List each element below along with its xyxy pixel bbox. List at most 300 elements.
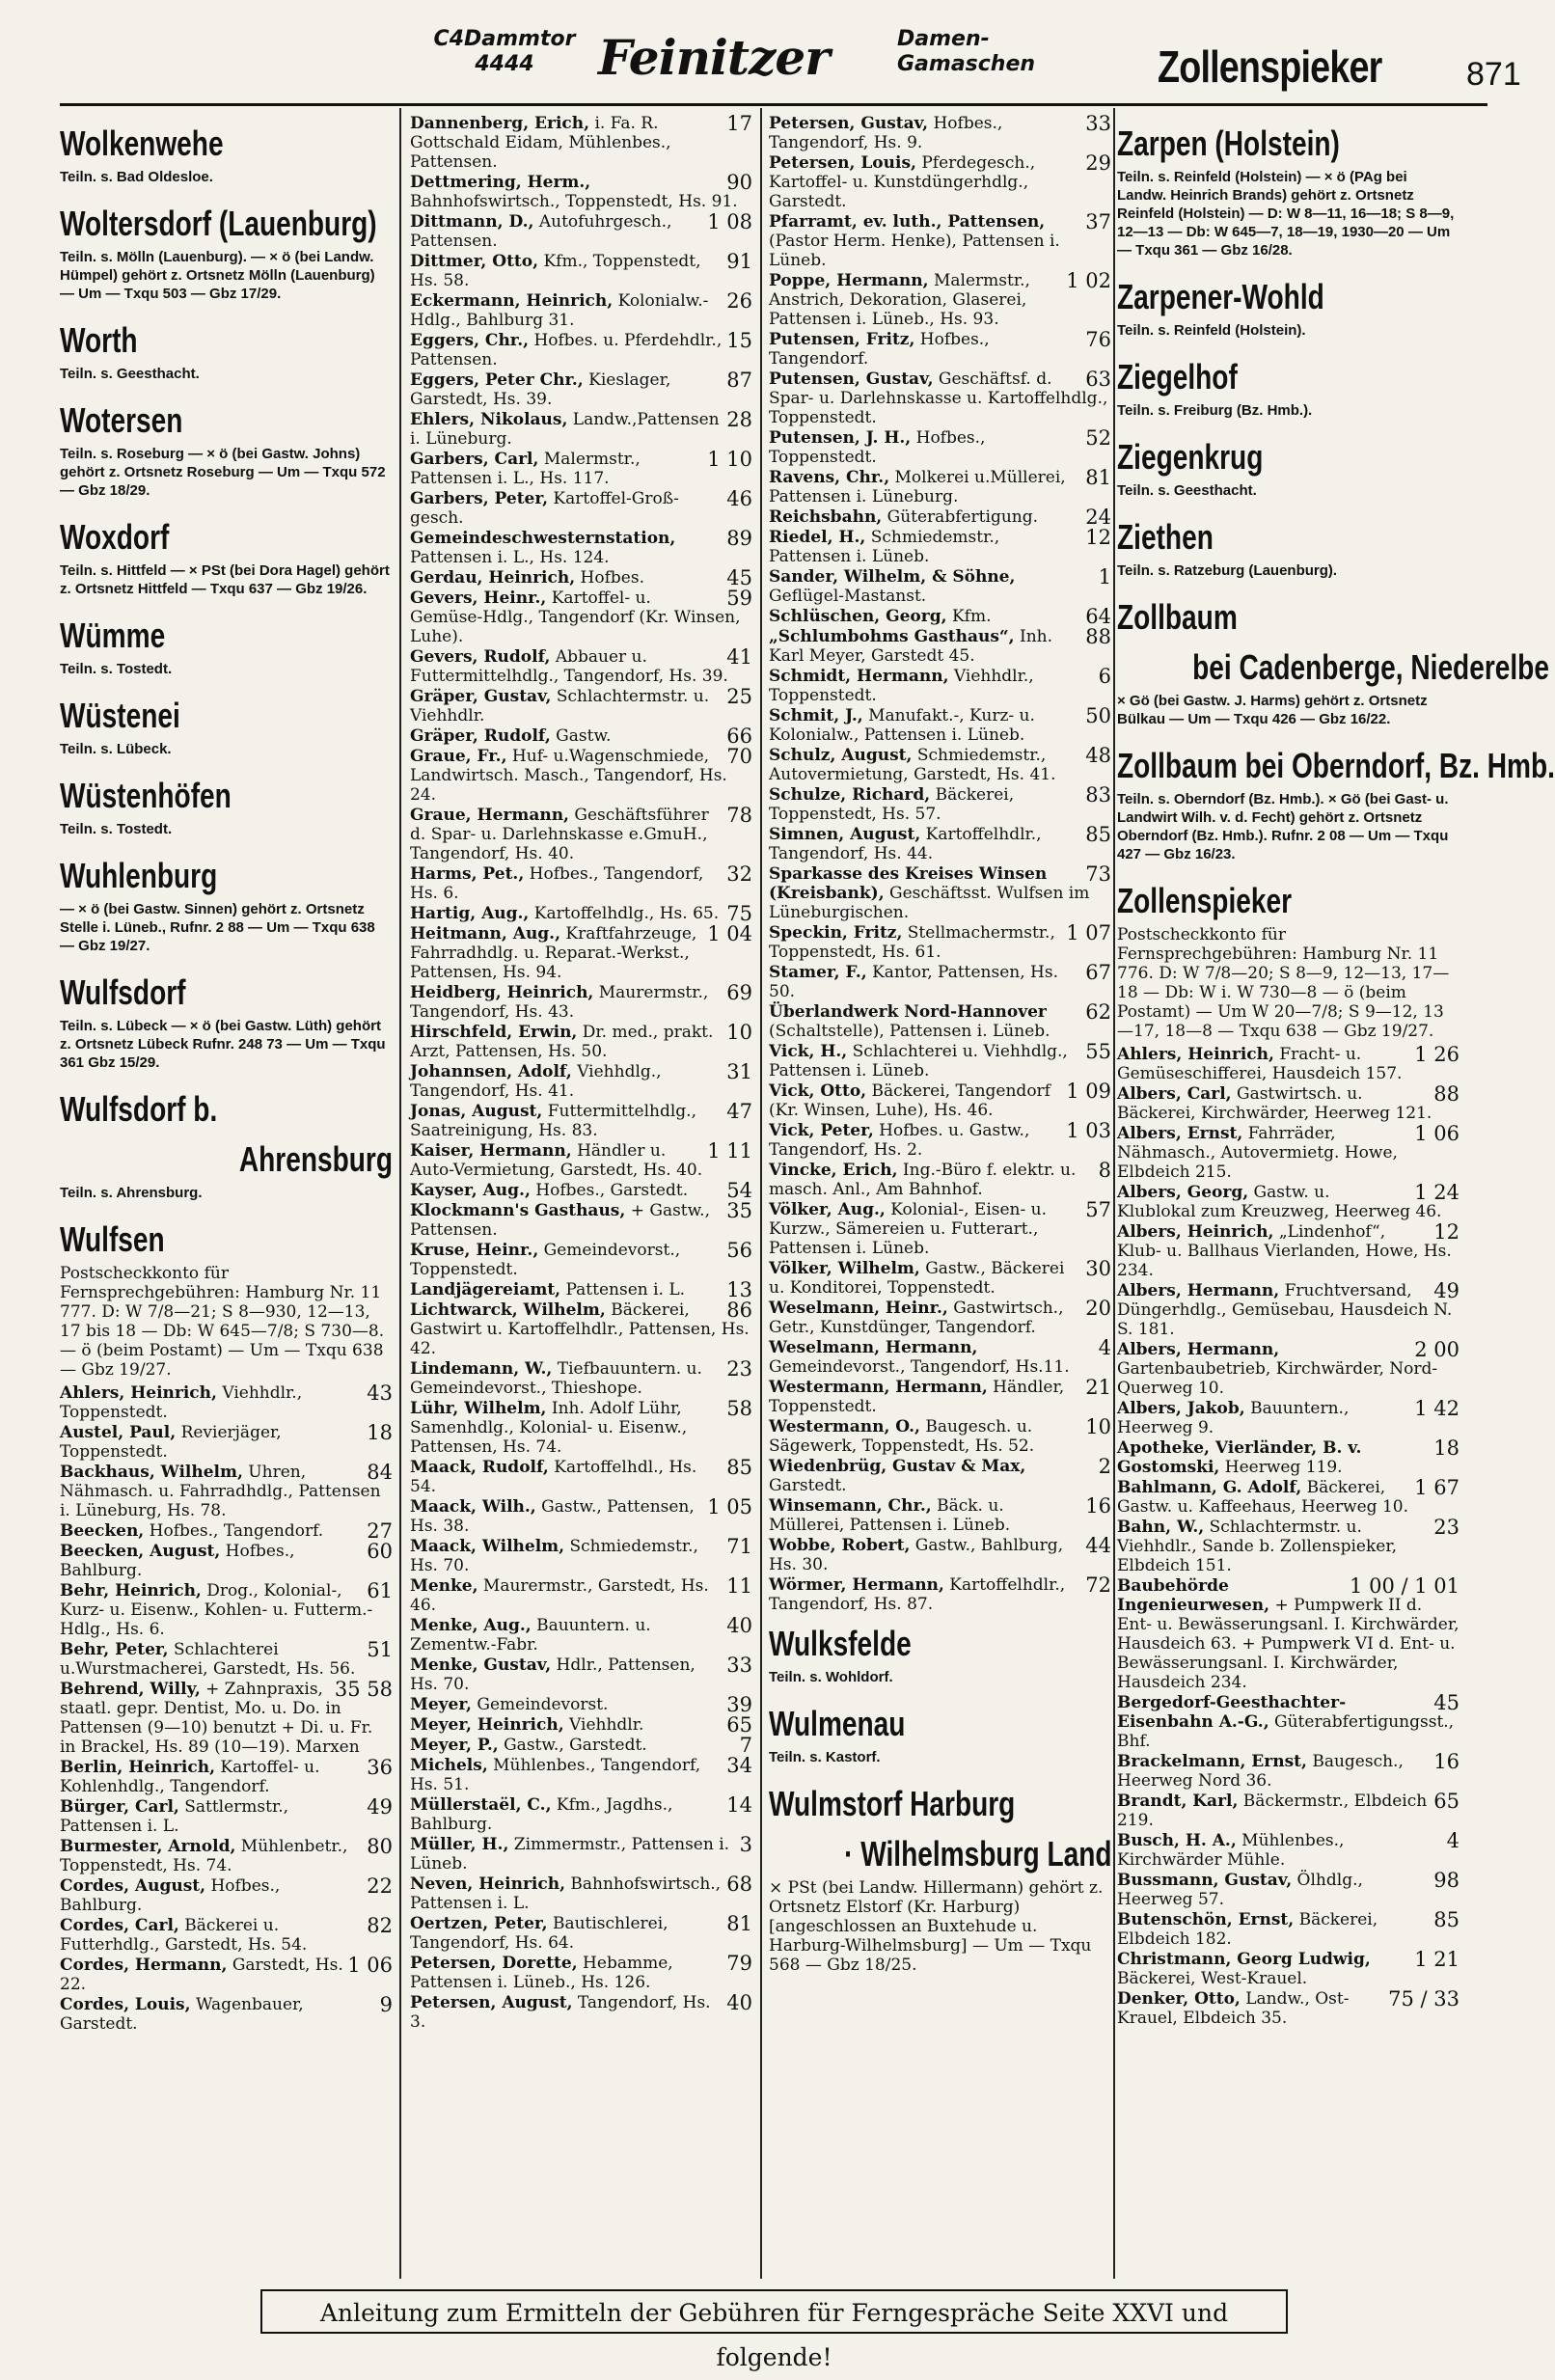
directory-entry (769, 1042, 1111, 1081)
subscriber-details: Hofbes., Toppenstedt. (769, 428, 986, 467)
phone-number: 1 67 (1414, 1476, 1460, 1499)
subscriber-details: Kartoffelhdlr., Tangendorf, Hs. 44. (769, 825, 1042, 863)
subscriber-details: Maurermstr., Tangendorf, Hs. 43. (410, 983, 709, 1022)
subscriber-name: Speckin, Fritz, (769, 923, 903, 943)
place-heading: Wulksfelde (769, 1624, 912, 1663)
directory-entry (769, 330, 1111, 369)
directory-entry (1117, 1871, 1460, 1909)
subscriber-details: Geflügel-Mastanst. (769, 587, 927, 606)
phone-number: 6 (1098, 665, 1111, 688)
subscriber-details: Molkerei u.Müllerei, Pattensen i. Lüneburg. (769, 468, 1066, 506)
directory-entry (60, 1463, 393, 1520)
subscriber-name: Dettmering, Herm., (410, 173, 591, 192)
subscriber-details: + Gastw., Pattensen. (410, 1201, 710, 1240)
phone-number: 9 (379, 1993, 393, 2016)
directory-entry (410, 173, 752, 211)
place-heading: Zollbaum bei Oberndorf, Bz. Hmb. (1117, 746, 1555, 785)
subscriber-name: Cordes, Louis, (60, 1995, 191, 2014)
subscriber-details: Kartoffel- u. Kohlenhdlg., Tangendorf. (60, 1758, 320, 1796)
directory-entry (410, 1993, 752, 2032)
phone-number: 4 (1098, 1336, 1111, 1359)
directory-entry (410, 1795, 752, 1834)
phone-number: 14 (726, 1793, 752, 1817)
place-heading: Wulmstorf Harburg (769, 1784, 1016, 1823)
directory-entry (410, 647, 752, 686)
directory-entry (1117, 1693, 1460, 1751)
directory-entry (769, 864, 1111, 922)
phone-number: 1 24 (1414, 1181, 1460, 1204)
subscriber-details: Gemeindevorst., Tangendorf, Hs.11. (769, 1357, 1070, 1377)
subscriber-name: Kaiser, Hermann, (410, 1141, 572, 1161)
subscriber-name: Albers, Hermann, (1117, 1281, 1280, 1300)
phone-number: 18 (1433, 1436, 1460, 1460)
subscriber-name: Gerdau, Heinrich, (410, 568, 576, 588)
subscriber-details: Viehhdlr., Toppenstedt. (769, 667, 1034, 705)
directory-entry (410, 1736, 752, 1755)
directory-entry (769, 271, 1111, 329)
subscriber-name: Menke, Aug., (410, 1616, 532, 1635)
advert-left-line1: C4Dammtor (433, 27, 576, 51)
subscriber-name: Denker, Otto, (1117, 1989, 1241, 2009)
directory-entry (769, 1536, 1111, 1574)
directory-entry (410, 1458, 752, 1496)
subscriber-name: Schmidt, Hermann, (769, 667, 949, 686)
phone-number: 28 (726, 408, 752, 431)
subscriber-details: Ölhdlg., Heerweg 57. (1117, 1871, 1363, 1909)
subscriber-details: Bäckerei, Elbdeich 182. (1117, 1910, 1378, 1949)
phone-number: 36 (367, 1756, 393, 1779)
subscriber-name: Schulze, Richard, (769, 785, 931, 805)
subscriber-details: Bäckerei, West-Krauel. (1117, 1969, 1308, 1988)
subscriber-name: Brandt, Karl, (1117, 1792, 1239, 1811)
subscriber-name: Schulz, August, (769, 746, 913, 765)
phone-number: 18 (367, 1421, 393, 1444)
directory-entry (1117, 1752, 1460, 1791)
directory-entry (410, 1300, 752, 1358)
phone-number: 17 (726, 112, 752, 135)
subscriber-details: Kartoffelhdl., Hs. 54. (410, 1458, 697, 1496)
subscriber-name: Lichtwarck, Wilhelm, (410, 1300, 606, 1320)
subscriber-name: Busch, H. A., (1117, 1831, 1237, 1850)
directory-entry (1117, 1950, 1460, 1988)
subscriber-details: Heerweg 119. (1219, 1458, 1343, 1477)
subscriber-details: Geschäftsf. d. Spar- u. Darlehnskasse u. Kartoffelhdlg., Toppenstedt. (769, 369, 1108, 427)
subscriber-name: Gevers, Rudolf, (410, 647, 551, 667)
directory-entry (410, 450, 752, 488)
column-2 (410, 114, 752, 2280)
directory-entry (769, 212, 1111, 270)
subscriber-name: Apotheke, Vierländer, B. v. Gostomski, (1117, 1438, 1362, 1477)
place-note: Teiln. s. Hittfeld — × PSt (bei Dora Hagel) gehört z. Ortsnetz Hittfeld — Txqu 637 — Gbz 19/26. (60, 562, 390, 597)
directory-entry (60, 1581, 393, 1639)
phone-number: 1 09 (1066, 1080, 1111, 1103)
subscriber-details: Händler, Toppenstedt. (769, 1378, 1065, 1416)
subscriber-name: Bürger, Carl, (60, 1797, 179, 1817)
subscriber-name: Simnen, August, (769, 825, 921, 844)
subscriber-details: Gastw., Bäckerei u. Konditorei, Toppenstedt. (769, 1259, 1065, 1298)
subscriber-details: Manufakt.-, Kurz- u. Kolonialw., Pattensen i. Lüneb. (769, 706, 1035, 745)
phone-number: 34 (726, 1754, 752, 1777)
place-heading: · Wilhelmsburg Land (844, 1834, 1112, 1874)
place-note: Teiln. s. Ratzeburg (Lauenburg). (1117, 562, 1338, 579)
phone-number: 11 (726, 1574, 752, 1598)
directory-entry (410, 1756, 752, 1794)
phone-number: 83 (1085, 783, 1111, 807)
phone-number: 27 (367, 1519, 393, 1543)
subscriber-details: Dr. med., prakt. Arzt, Pattensen, Hs. 50. (410, 1023, 714, 1061)
phone-number: 32 (726, 862, 752, 886)
directory-entry (769, 428, 1111, 467)
phone-number: 33 (726, 1654, 752, 1677)
subscriber-name: Meyer, P., (410, 1736, 499, 1755)
subscriber-details: Mühlenbetr., Toppenstedt, Hs. 74. (60, 1837, 348, 1875)
subscriber-name: Bahn, W., (1117, 1518, 1205, 1537)
phone-number: 49 (367, 1795, 393, 1819)
phone-number: 80 (367, 1835, 393, 1858)
phone-number: 2 (1098, 1455, 1111, 1478)
phone-number: 7 (739, 1734, 752, 1757)
subscriber-details: Autofuhrgesch., Pattensen. (410, 212, 672, 251)
subscriber-name: Burmester, Arnold, (60, 1837, 236, 1856)
subscriber-name: Wobbe, Robert, (769, 1536, 911, 1555)
subscriber-name: Petersen, August, (410, 1993, 573, 2012)
page-header-title: Zollenspieker (1158, 41, 1382, 92)
directory-entry (410, 1576, 752, 1615)
phone-number: 67 (1085, 961, 1111, 984)
place-note: Teiln. s. Wohldorf. (769, 1669, 893, 1685)
phone-number: 40 (726, 1991, 752, 2014)
directory-entry (60, 1640, 393, 1679)
phone-number: 24 (1085, 506, 1111, 529)
phone-number: 76 (1085, 328, 1111, 351)
subscriber-details: Viehhdlr. (563, 1715, 644, 1735)
subscriber-details: Hofbes., Tangendorf. (144, 1521, 324, 1541)
directory-entry (410, 726, 752, 746)
directory-entry (769, 1200, 1111, 1258)
subscriber-name: Maack, Wilhelm, (410, 1537, 565, 1556)
subscriber-details: Ing.-Büro f. elektr. u. masch. Anl., Am Bahnhof. (769, 1161, 1077, 1199)
subscriber-name: Bussmann, Gustav, (1117, 1871, 1293, 1890)
place-note: — × ö (bei Gastw. Sinnen) gehört z. Ortsnetz Stelle i. Lüneb., Rufnr. 2 88 — Um — Txqu 638 — Gbz 19/27. (60, 901, 375, 954)
phone-number: 48 (1085, 744, 1111, 767)
phone-number: 1 02 (1066, 269, 1111, 292)
directory-entry (410, 1497, 752, 1536)
directory-entry (60, 1837, 393, 1875)
directory-entry (410, 1023, 752, 1061)
phone-number: 51 (367, 1638, 393, 1661)
phone-number: 1 03 (1066, 1119, 1111, 1142)
subscriber-details: Gastwirtsch., Getr., Kunstdünger, Tangendorf. (769, 1299, 1064, 1337)
subscriber-details: Geschäftsst. Wulfsen im Lüneburgischen. (769, 884, 1090, 922)
phone-number: 12 (1433, 1220, 1460, 1244)
subscriber-details: Schlachterei u.Wurstmacherei, Garstedt, Hs. 56. (60, 1640, 356, 1679)
subscriber-name: Poppe, Hermann, (769, 271, 929, 290)
phone-number: 69 (726, 981, 752, 1004)
directory-entry (1117, 1576, 1460, 1692)
subscriber-details: Sattlermstr., Pattensen i. L. (60, 1797, 289, 1836)
place-heading: Ziethen (1117, 517, 1214, 557)
subscriber-name: Brackelmann, Ernst, (1117, 1752, 1307, 1771)
directory-entry (410, 1715, 752, 1735)
subscriber-details: Bäckerei, Toppenstedt, Hs. 57. (769, 785, 1015, 824)
place-note: Teiln. s. Bad Oldesloe. (60, 169, 213, 185)
subscriber-name: Vincke, Erich, (769, 1161, 898, 1180)
directory-entry (410, 1914, 752, 1953)
subscriber-name: Müller, H., (410, 1835, 509, 1854)
place-heading: Wulfsen (60, 1219, 165, 1259)
subscriber-details: Bauuntern. u. Zementw.-Fabr. (410, 1616, 651, 1655)
phone-number: 31 (726, 1060, 752, 1083)
subscriber-details: Fruchtversand, Düngerhdlg., Gemüsebau, Hausdeich N. S. 181. (1117, 1281, 1453, 1339)
subscriber-name: Vick, H., (769, 1042, 848, 1061)
phone-number: 1 21 (1414, 1948, 1460, 1971)
directory-entry (410, 114, 752, 172)
phone-number: 78 (726, 804, 752, 827)
subscriber-name: Heitmann, Aug., (410, 924, 561, 944)
subscriber-details: Kolonial-, Eisen- u. Kurzw., Sämereien u. Futterart., Pattensen i. Lüneb. (769, 1200, 1048, 1258)
phone-number: 71 (726, 1535, 752, 1558)
subscriber-details: Hebamme, Pattensen i. Lüneb., Hs. 126. (410, 1954, 673, 1992)
directory-entry (1117, 1281, 1460, 1339)
directory-entry (60, 1383, 393, 1422)
directory-entry (60, 1758, 393, 1796)
directory-entry (769, 785, 1111, 824)
phone-number: 88 (1433, 1082, 1460, 1106)
header-rule (60, 103, 1487, 106)
subscriber-name: Berlin, Heinrich, (60, 1758, 215, 1777)
phone-number: 64 (1085, 605, 1111, 628)
subscriber-name: Neven, Heinrich, (410, 1874, 565, 1894)
directory-entry (60, 1797, 393, 1836)
subscriber-name: Beecken, August, (60, 1542, 221, 1561)
subscriber-details: Abbauer u. Futtermittelhdlg., Tangendorf, Hs. 39. (410, 647, 728, 686)
subscriber-details: Malermstr., Pattensen i. L., Hs. 117. (410, 450, 641, 488)
subscriber-details: Bäckerei, Gastw. u. Kaffeehaus, Heerweg 10. (1117, 1478, 1408, 1517)
subscriber-details: Kantor, Pattensen, Hs. 50. (769, 963, 1059, 1001)
advert-right-line1: Damen- (897, 27, 990, 51)
directory-entry (410, 1241, 752, 1279)
subscriber-name: Cordes, Carl, (60, 1916, 179, 1935)
subscriber-details: Bäck. u. Müllerei, Pattensen i. Lüneb. (769, 1496, 1011, 1535)
place-heading: bei Cadenberge, Niederelbe (1192, 647, 1549, 687)
subscriber-name: Christmann, Georg Ludwig, (1117, 1950, 1371, 1969)
subscriber-name: Albers, Carl, (1117, 1084, 1232, 1104)
place-note: Teiln. s. Oberndorf (Bz. Hmb.). × Gö (bei Gast- u. Landwirt Wilh. v. d. Fecht) gehört z. Ortsnetz Oberndorf (Bz. Hmb.). Rufnr. 2 08 — Um — Txqu 427 — Gbz 16/23. (1117, 791, 1449, 862)
subscriber-details: Bäckerei u. Futterhdlg., Garstedt, Hs. 54. (60, 1916, 308, 1955)
subscriber-name: Dittmann, D., (410, 212, 534, 232)
directory-entry (1117, 1045, 1460, 1083)
place-heading: Wüstenei (60, 696, 180, 735)
directory-entry (769, 1338, 1111, 1377)
subscriber-name: Hartig, Aug., (410, 904, 530, 923)
phone-number: 3 (739, 1833, 752, 1856)
subscriber-details: Landw., Ost-Krauel, Elbdeich 35. (1117, 1989, 1350, 2028)
subscriber-name: Riedel, H., (769, 528, 866, 547)
subscriber-details: Kraftfahrzeuge, Fahrradhdlg. u. Reparat.-Werkst., Pattensen, Hs. 94. (410, 924, 697, 982)
phone-number: 37 (1085, 210, 1111, 233)
subscriber-details: Zimmermstr., Pattensen i. Lüneb. (410, 1835, 730, 1874)
phone-number: 1 05 (707, 1495, 752, 1518)
directory-entry (410, 806, 752, 863)
subscriber-details: Bäckermstr., Elbdeich 219. (1117, 1792, 1428, 1830)
directory-entry (410, 904, 752, 923)
directory-entry (410, 588, 752, 646)
subscriber-name: Lühr, Wilhelm, (410, 1399, 547, 1418)
subscriber-details: Kfm. (946, 607, 992, 626)
phone-number: 68 (726, 1873, 752, 1896)
phone-number: 4 (1446, 1829, 1460, 1852)
subscriber-details: Uhren, Nähmasch. u. Fahrradhdlg., Pattensen i. Lüneburg, Hs. 78. (60, 1463, 381, 1520)
phone-number: 79 (726, 1952, 752, 1975)
phone-number: 55 (1085, 1040, 1111, 1063)
subscriber-details: Mühlenbes., Tangendorf, Hs. 51. (410, 1756, 701, 1794)
place-heading: Wümme (60, 616, 166, 655)
subscriber-details: + Zahnpraxis, staatl. gepr. Dentist, Mo. u. Do. in Pattensen (9—10) benutzt + Di. u. Fr. in Brackel, Hs. 89 (10—19). Marxen (60, 1680, 373, 1757)
phone-number: 45 (726, 566, 752, 589)
subscriber-details: Hofbes. u. Pferdehdlr., Pattensen. (410, 331, 723, 369)
directory-entry (410, 1062, 752, 1101)
directory-entry (769, 1378, 1111, 1416)
subscriber-details: Pferdegesch., Kartoffel- u. Kunstdüngerhdlg., Garstedt. (769, 153, 1036, 211)
directory-entry (410, 1181, 752, 1200)
phone-number: 73 (1085, 862, 1111, 886)
place-heading: Zarpener-Wohld (1117, 277, 1324, 316)
directory-entry (769, 1161, 1111, 1199)
subscriber-name: Winsemann, Chr., (769, 1496, 932, 1516)
phone-number: 50 (1085, 704, 1111, 727)
subscriber-details: Gastwirtsch. u. Bäckerei, Kirchwärder, Heerweg 121. (1117, 1084, 1432, 1123)
subscriber-name: Eggers, Peter Chr., (410, 370, 584, 390)
phone-number: 1 10 (707, 448, 752, 471)
subscriber-name: Putensen, Gustav, (769, 369, 934, 389)
phone-number: 16 (1085, 1494, 1111, 1518)
subscriber-details: Pattensen i. L. (560, 1280, 686, 1299)
directory-entry (410, 1141, 752, 1180)
phone-number: 12 (1085, 526, 1111, 549)
subscriber-name: Sparkasse des Kreises Winsen (Kreisbank), (769, 864, 1048, 903)
directory-entry (769, 1496, 1111, 1535)
subscriber-details: Bahnhofswirtsch., Pattensen i. L. (410, 1874, 722, 1913)
directory-entry (60, 1956, 393, 1994)
directory-entry (410, 291, 752, 330)
subscriber-name: Wiedenbrüg, Gustav & Max, (769, 1457, 1026, 1476)
subscriber-name: Meyer, (410, 1695, 472, 1714)
phone-number: 87 (726, 369, 752, 392)
subscriber-name: Albers, Georg, (1117, 1183, 1249, 1202)
directory-entry (769, 746, 1111, 784)
place-info: Postscheckkonto für Fernsprechgebühren: Hamburg Nr. 11 776. D: W 7/8—20; S 8—9, 12—13, 17—18 — Db: W i. W 730—8 — ö (beim Postamt) — Um W 20—7/8; S 9—12, 13—17, 18—8 — Txqu 638 — Gbz 19/27. (1117, 925, 1450, 1041)
directory-entry (410, 1695, 752, 1714)
subscriber-name: Überlandwerk Nord-Hannover (769, 1002, 1047, 1022)
directory-entry (1117, 1340, 1460, 1398)
place-note: Teiln. s. Freiburg (Bz. Hmb.). (1117, 402, 1313, 419)
column-divider (760, 108, 762, 2279)
phone-number: 1 06 (347, 1954, 393, 1977)
subscriber-name: Dannenberg, Erich, (410, 114, 590, 133)
subscriber-name: Heidberg, Heinrich, (410, 983, 594, 1002)
directory-entry (410, 1102, 752, 1140)
directory-entry (60, 1916, 393, 1955)
place-info: × PSt (bei Landw. Hillermann) gehört z. Ortsnetz Elstorf (Kr. Harburg) [angeschlossen an Buxtehude u. Harburg-Wilhelmsburg] — Um — Txqu 568 — Gbz 18/25. (769, 1878, 1104, 1975)
phone-number: 22 (367, 1874, 393, 1898)
subscriber-name: Behr, Heinrich, (60, 1581, 202, 1600)
subscriber-name: Bahlmann, G. Adolf, (1117, 1478, 1302, 1497)
subscriber-details: Schlachtermstr. u. Viehhdlr. (410, 687, 710, 725)
subscriber-details: Garstedt, Hs. 22. (60, 1956, 343, 1994)
advert-right-line2: Gamaschen (897, 52, 1036, 76)
directory-entry (769, 607, 1111, 626)
phone-number: 75 (726, 902, 752, 925)
subscriber-name: Albers, Heinrich, (1117, 1222, 1274, 1242)
subscriber-name: Graue, Hermann, (410, 806, 569, 825)
subscriber-name: Gevers, Heinr., (410, 588, 547, 608)
subscriber-details: Revierjäger, Toppenstedt. (60, 1423, 282, 1462)
subscriber-details: „Lindenhof“, Klub- u. Ballhaus Vierlanden, Howe, Hs. 234. (1117, 1222, 1452, 1280)
subscriber-name: Dittmer, Otto, (410, 252, 539, 271)
directory-entry (769, 923, 1111, 962)
phone-number: 57 (1085, 1198, 1111, 1221)
phone-number: 98 (1433, 1869, 1460, 1892)
subscriber-details: Geschäftsführer d. Spar- u. Darlehnskasse e.GmuH., Tangendorf, Hs. 40. (410, 806, 709, 863)
subscriber-details: Schlachtermstr. u. Viehhdlr., Sande b. Zollenspieker, Elbdeich 151. (1117, 1518, 1397, 1575)
directory-entry (1117, 1438, 1460, 1477)
subscriber-name: Vick, Peter, (769, 1121, 874, 1140)
place-note: Teiln. s. Lübeck. (60, 741, 172, 757)
directory-entry (410, 924, 752, 982)
subscriber-name: Westermann, Hermann, (769, 1378, 988, 1397)
phone-number: 26 (726, 289, 752, 313)
phone-number: 23 (726, 1357, 752, 1381)
subscriber-details: Tiefbauuntern. u. Gemeindevorst., Thieshope. (410, 1359, 702, 1398)
place-heading: Ziegenkrug (1117, 437, 1264, 477)
directory-entry (410, 983, 752, 1022)
subscriber-details: Hofbes., Tangendorf. (769, 330, 990, 369)
phone-number: 43 (367, 1381, 393, 1405)
subscriber-name: Ravens, Chr., (769, 468, 890, 487)
subscriber-name: Behr, Peter, (60, 1640, 169, 1659)
column-1 (60, 114, 393, 2280)
subscriber-details: Viehhdlg., Tangendorf, Hs. 41. (410, 1062, 662, 1101)
directory-entry (410, 1280, 752, 1299)
place-heading: Woxdorf (60, 517, 170, 557)
subscriber-name: Völker, Wilhelm, (769, 1259, 920, 1278)
directory-entry (410, 410, 752, 449)
directory-entry (410, 331, 752, 369)
subscriber-details: Hdlr., Pattensen, Hs. 70. (410, 1655, 696, 1694)
directory-entry (769, 667, 1111, 705)
phone-number: 30 (1085, 1257, 1111, 1280)
phone-number: 33 (1085, 112, 1111, 135)
phone-number: 1 11 (707, 1139, 752, 1163)
directory-entry (410, 1954, 752, 1992)
subscriber-details: Hofbes., Bahlburg. (60, 1542, 295, 1580)
subscriber-name: Maack, Wilh., (410, 1497, 536, 1517)
subscriber-details: Viehhdlr., Toppenstedt. (60, 1383, 303, 1422)
directory-entry (769, 825, 1111, 863)
directory-entry (769, 1002, 1111, 1041)
phone-number: 70 (726, 745, 752, 768)
phone-number: 60 (367, 1540, 393, 1563)
subscriber-name: Harms, Pet., (410, 864, 525, 884)
directory-entry (60, 1995, 393, 2034)
phone-number: 84 (367, 1461, 393, 1484)
directory-entry (410, 1835, 752, 1874)
phone-number: 1 00 / 1 01 (1350, 1574, 1460, 1598)
subscriber-name: Sander, Wilhelm, & Söhne, (769, 567, 1016, 587)
subscriber-details: Gastw. u. Klublokal zum Kreuzweg, Heerweg 46. (1117, 1183, 1442, 1221)
subscriber-name: Menke, (410, 1576, 478, 1596)
directory-entry (1117, 1831, 1460, 1870)
